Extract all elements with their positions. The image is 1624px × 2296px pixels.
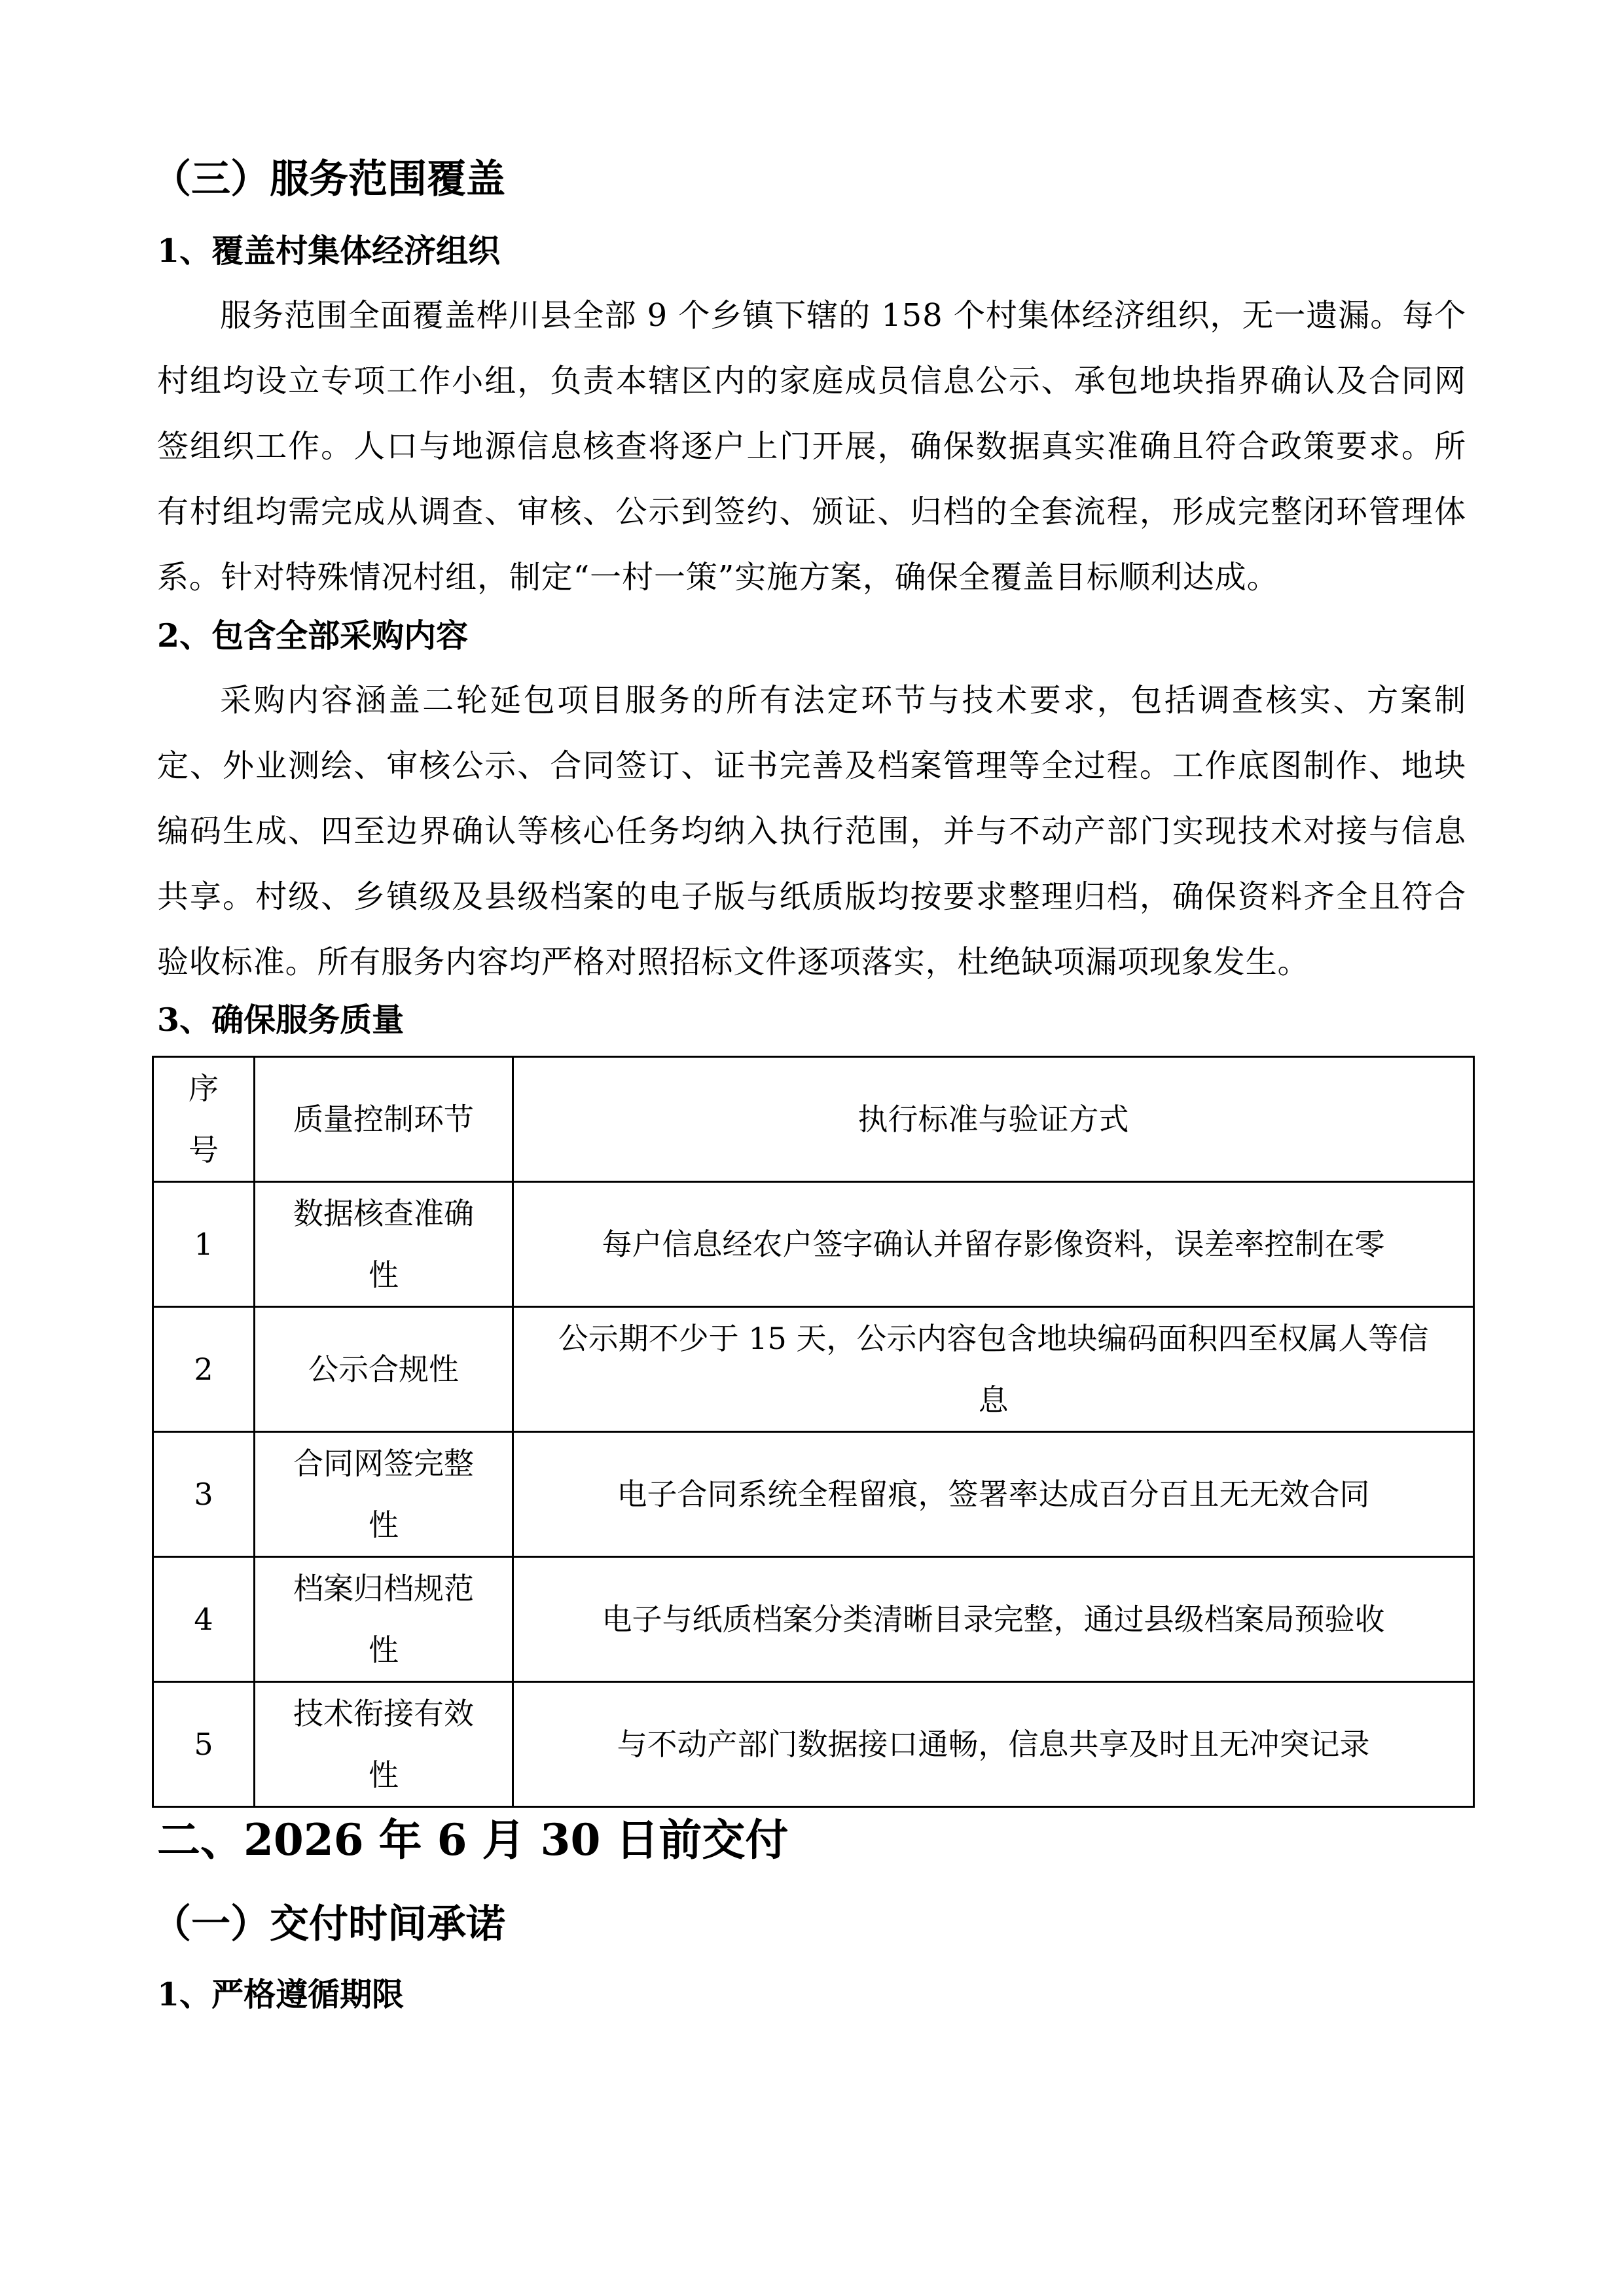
- row-step-cell: 技术衔接有效性: [255, 1682, 513, 1807]
- row-step-cell: 档案归档规范性: [255, 1557, 513, 1682]
- header-cell-control-step: 质量控制环节: [255, 1057, 513, 1182]
- row-number-cell: 5: [153, 1682, 255, 1807]
- item-heading-service-quality: 3、确保服务质量: [157, 1001, 405, 1039]
- row-step-cell: 数据核查准确性: [255, 1182, 513, 1307]
- header-cell-standard: 执行标准与验证方式: [513, 1057, 1474, 1182]
- table-row: [153, 1557, 1474, 1682]
- chapter-heading-delivery-deadline: 二、2026 年 6 月 30 日前交付: [157, 1814, 789, 1865]
- table-row: [153, 1182, 1474, 1307]
- section-heading-delivery-commitment: （一）交付时间承诺: [152, 1901, 505, 1947]
- item-heading-strict-deadline: 1、严格遵循期限: [157, 1975, 405, 2013]
- item-heading-village-coverage: 1、覆盖村集体经济组织: [157, 232, 501, 270]
- table-row: [153, 1307, 1474, 1432]
- row-standard-cell: 与不动产部门数据接口通畅，信息共享及时且无冲突记录: [513, 1682, 1474, 1807]
- header-cell-number: 序号: [153, 1057, 255, 1182]
- section-heading-service-scope: （三）服务范围覆盖: [152, 156, 505, 202]
- row-step-cell: 公示合规性: [255, 1307, 513, 1432]
- quality-control-table: [152, 1056, 1475, 1808]
- row-standard-cell: 电子与纸质档案分类清晰目录完整，通过县级档案局预验收: [513, 1557, 1474, 1682]
- row-standard-cell: 每户信息经农户签字确认并留存影像资料，误差率控制在零: [513, 1182, 1474, 1307]
- row-number-cell: 1: [153, 1182, 255, 1307]
- row-number-cell: 2: [153, 1307, 255, 1432]
- table-header-row: [153, 1057, 1474, 1182]
- table-row: [153, 1682, 1474, 1807]
- paragraph-village-coverage: 服务范围全面覆盖桦川县全部 9 个乡镇下辖的 158 个村集体经济组织，无一遗漏。每个村组均设立专项工作小组，负责本辖区内的家庭成员信息公示、承包地块指界确认及合同网签组织工作。人口与地源信息核查将逐户上门开展，确保数据真实准确且符合政策要求。所有村组均需完成从调查、审核、公示到签约、颁证、归档的全套流程，形成完整闭环管理体系。针对特殊情况村组，制定“一村一策”实施方案，确保全覆盖目标顺利达成。: [157, 297, 1466, 596]
- row-standard-cell: 公示期不少于 15 天，公示内容包含地块编码面积四至权属人等信息: [513, 1307, 1474, 1432]
- row-standard-cell: 电子合同系统全程留痕，签署率达成百分百且无无效合同: [513, 1432, 1474, 1557]
- row-number-cell: 4: [153, 1557, 255, 1682]
- row-step-cell: 合同网签完整性: [255, 1432, 513, 1557]
- table-row: [153, 1432, 1474, 1557]
- paragraph-procurement-content: 采购内容涵盖二轮延包项目服务的所有法定环节与技术要求，包括调查核实、方案制定、外业测绘、审核公示、合同签订、证书完善及档案管理等全过程。工作底图制作、地块编码生成、四至边界确认等核心任务均纳入执行范围，并与不动产部门实现技术对接与信息共享。村级、乡镇级及县级档案的电子版与纸质版均按要求整理归档，确保资料齐全且符合验收标准。所有服务内容均严格对照招标文件逐项落实，杜绝缺项漏项现象发生。: [157, 682, 1466, 980]
- item-heading-procurement-content: 2、包含全部采购内容: [157, 617, 469, 655]
- row-number-cell: 3: [153, 1432, 255, 1557]
